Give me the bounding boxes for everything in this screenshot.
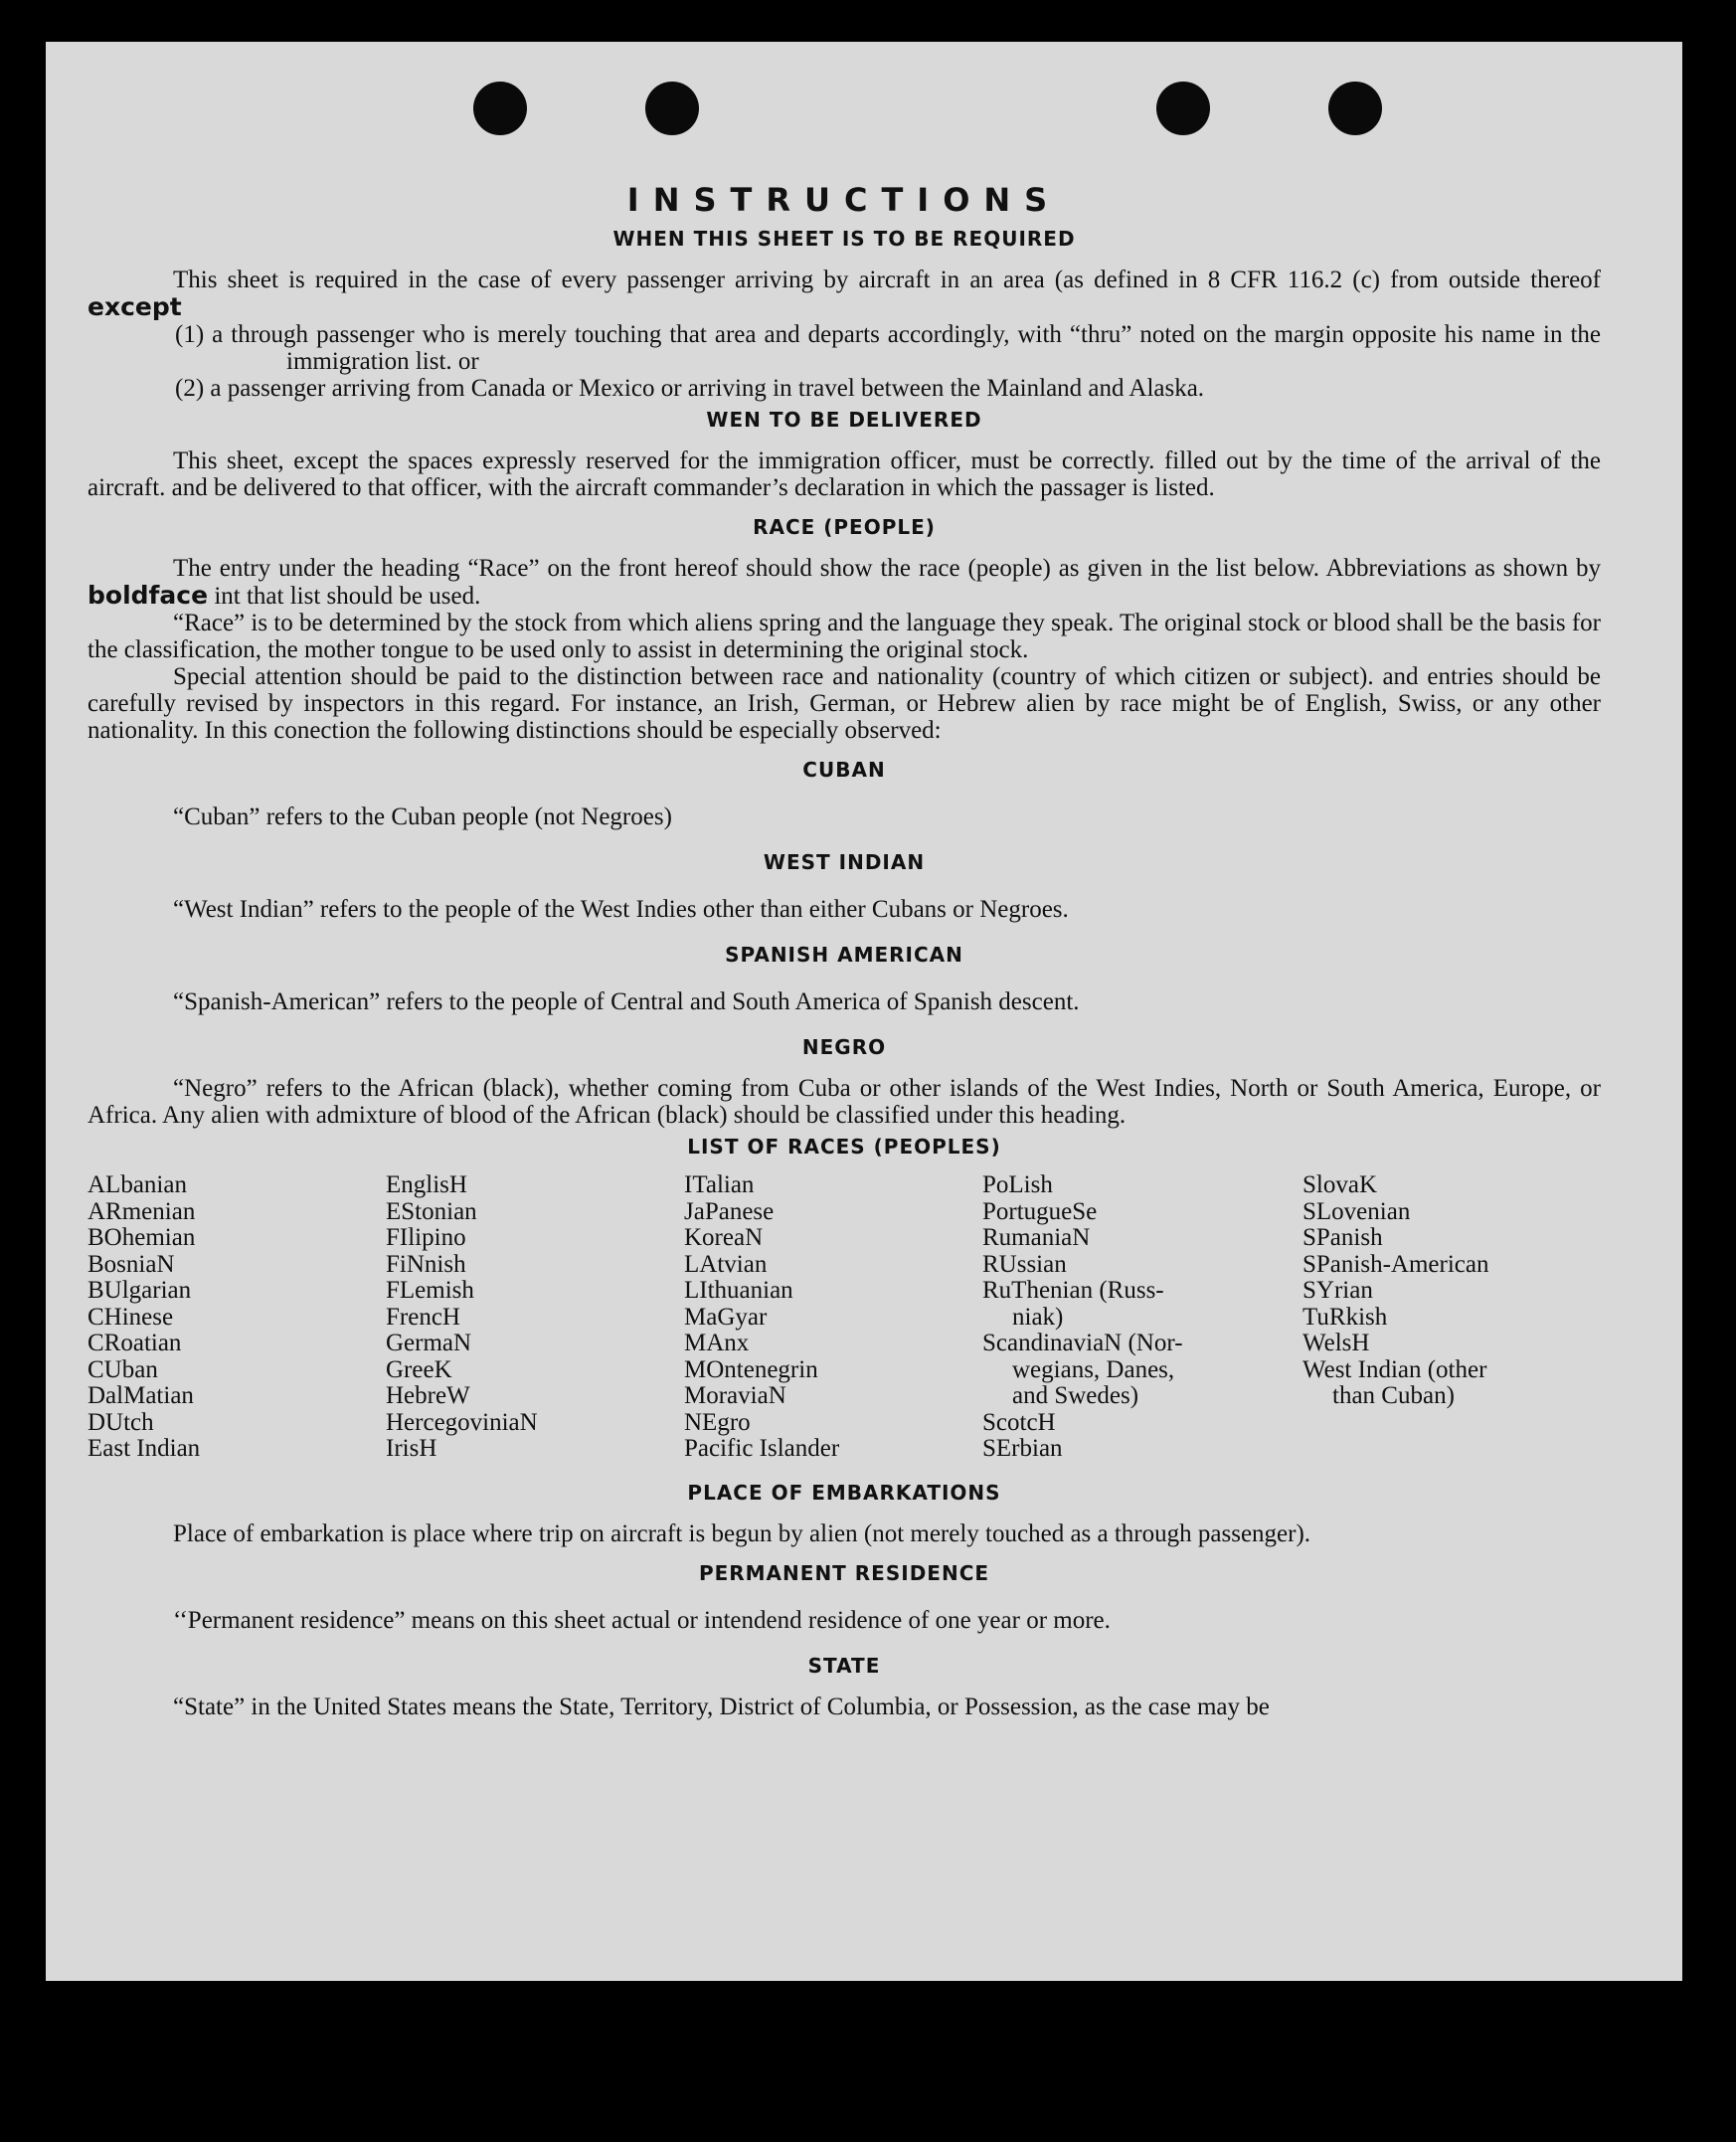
race-item: GreeK — [386, 1355, 452, 1383]
instructions-content — [87, 181, 1601, 1720]
delivered-text: This sheet, except the spaces expressly reserved for the immigration officer, must be correctly. filled out by the time of the arrival of the aircraft. and be delivered to that officer, with the aircraft commander’s declaration in which the passager is listed. — [87, 447, 1601, 501]
race-item: MaGyar — [684, 1303, 768, 1331]
race-item: RuThenian (Russ- — [982, 1277, 1164, 1304]
section-heading-west-indian: WEST INDIAN — [763, 850, 926, 874]
section-heading-delivered: WEN TO BE DELIVERED — [706, 408, 982, 432]
exceptions-list — [87, 321, 1601, 402]
race-item: EStonian — [386, 1197, 477, 1225]
race-paragraph-2: “Race” is to be determined by the stock from which aliens spring and the language they speak. The original stock or blood shall be the basis for the classification, the mother tongue to be used only to assist in determining the original stock. — [87, 610, 1601, 663]
punch-hole — [1328, 82, 1382, 135]
page-title: INSTRUCTIONS — [626, 181, 1062, 219]
boldface-emphasis: boldface — [87, 581, 209, 610]
races-column-3 — [684, 1172, 982, 1463]
race-item: FIlipino — [386, 1224, 466, 1251]
section-heading-state: STATE — [807, 1653, 881, 1678]
races-column-4 — [982, 1172, 1302, 1463]
race-item: ITalian — [684, 1171, 755, 1198]
race-item: DalMatian — [87, 1382, 194, 1409]
punch-hole — [473, 82, 527, 135]
section-heading-residence: PERMANENT RESIDENCE — [698, 1560, 990, 1585]
exception-item: (2) a passenger arriving from Canada or Mexico or arriving in travel between the Mainland and Alaska. — [175, 375, 1205, 402]
races-column-5 — [1302, 1172, 1601, 1463]
race-item: FiNnish — [386, 1250, 466, 1278]
section-heading-list-of-races: LIST OF RACES (PEOPLES) — [687, 1135, 1001, 1159]
except-emphasis: except — [87, 292, 182, 321]
race-item: HebreW — [386, 1382, 470, 1409]
cuban-text: “Cuban” refers to the Cuban people (not Negroes) — [173, 803, 672, 830]
race-item: PoLish — [982, 1171, 1053, 1198]
race-item: IrisH — [386, 1435, 437, 1462]
races-column-2 — [386, 1172, 684, 1463]
state-text: “State” in the United States means the State, Territory, District of Columbia, or Possession, as the case may be — [173, 1693, 1270, 1720]
west-indian-text: “West Indian” refers to the people of the West Indies other than either Cubans or Negroes. — [173, 896, 1069, 923]
race-item: SYrian — [1302, 1277, 1373, 1304]
race-item: SLovenian — [1302, 1197, 1411, 1225]
race-item: LIthuanian — [684, 1277, 793, 1304]
race-paragraph-3: Special attention should be paid to the distinction between race and nationality (country of which citizen or subject). and entries should be carefully revised by inspectors in this regard. For instance, an Irish, German, or Hebrew alien by race might be of English, Swiss, or any other nationality. In this conection the following distinctions should be especially observed: — [87, 663, 1601, 744]
spanish-american-text: “Spanish-American” refers to the people of Central and South America of Spanish descent. — [173, 988, 1080, 1015]
race-item: SErbian — [982, 1435, 1063, 1462]
race-item: MAnx — [684, 1330, 750, 1356]
race-item: WelsH — [1302, 1330, 1370, 1356]
residence-text: ‘‘Permanent residence” means on this sheet actual or intendend residence of one year or more. — [173, 1606, 1111, 1634]
race-item: JaPanese — [684, 1197, 775, 1225]
race-item: Pacific Islander — [684, 1435, 840, 1462]
race-item: ScotcH — [982, 1408, 1056, 1436]
punch-hole — [1156, 82, 1210, 135]
race-item: ALbanian — [87, 1171, 187, 1198]
race-item: FrencH — [386, 1303, 460, 1331]
race-item: MoraviaN — [684, 1382, 786, 1409]
embarkation-text: Place of embarkation is place where trip on aircraft is begun by alien (not merely touched as a through passenger). — [173, 1519, 1311, 1547]
race-item: BosniaN — [87, 1250, 175, 1278]
race-item: RumaniaN — [982, 1224, 1091, 1251]
negro-text: “Negro” refers to the African (black), whether coming from Cuba or other islands of the West Indies, North or South America, Europe, or Africa. Any alien with admixture of blood of the African (black) should be classified under this heading. — [87, 1075, 1601, 1129]
race-item: LAtvian — [684, 1250, 768, 1278]
punch-hole — [645, 82, 699, 135]
race-item: ARmenian — [87, 1197, 196, 1225]
races-column-1 — [87, 1172, 386, 1463]
race-item-continued: wegians, Danes, — [1012, 1355, 1175, 1383]
race-item: East Indian — [87, 1435, 201, 1462]
race-item: SlovaK — [1302, 1171, 1377, 1198]
section-heading-negro: NEGRO — [801, 1035, 887, 1059]
section-heading-race: RACE (PEOPLE) — [753, 515, 936, 539]
race-item: RUssian — [982, 1250, 1067, 1278]
race-item: CUban — [87, 1355, 158, 1383]
race-item: West Indian (other — [1302, 1355, 1487, 1383]
exception-item: (1) a through passenger who is merely touching that area and departs accordingly, with “thru” noted on the margin opposite his name in the immigration list. or — [175, 321, 1601, 375]
race-item-continued: and Swedes) — [1012, 1382, 1139, 1409]
race-item-continued: than Cuban) — [1332, 1382, 1455, 1409]
race-item: SPanish-American — [1302, 1250, 1489, 1278]
race-item: MOntenegrin — [684, 1355, 818, 1383]
race-item: EnglisH — [386, 1171, 467, 1198]
section-heading-embarkation: PLACE OF EMBARKATIONS — [687, 1480, 1001, 1505]
required-intro: This sheet is required in the case of every passenger arriving by aircraft in an area (as defined in 8 CFR 116.2 (c) from outside thereof except — [87, 267, 1601, 321]
race-item: NEgro — [684, 1408, 751, 1436]
race-paragraph-1: The entry under the heading “Race” on the front hereof should show the race (people) as given in the list below. Abbreviations as shown by boldface int that list should be used. — [87, 555, 1601, 610]
race-item: FLemish — [386, 1277, 474, 1304]
race-item: TuRkish — [1302, 1303, 1388, 1331]
document-page — [46, 42, 1682, 1981]
race-item: SPanish — [1302, 1224, 1383, 1251]
race-item: PortugueSe — [982, 1197, 1098, 1225]
race-item: ScandinaviaN (Nor- — [982, 1330, 1183, 1356]
race-item: CHinese — [87, 1303, 174, 1331]
race-item: BUlgarian — [87, 1277, 192, 1304]
section-heading-cuban: CUBAN — [802, 758, 886, 782]
races-list — [87, 1172, 1601, 1463]
race-item: HercegoviniaN — [386, 1408, 538, 1436]
section-heading-required: WHEN THIS SHEET IS TO BE REQUIRED — [612, 227, 1076, 251]
race-item-continued: niak) — [1012, 1303, 1064, 1331]
race-item: KoreaN — [684, 1224, 764, 1251]
section-heading-spanish-american: SPANISH AMERICAN — [725, 943, 963, 967]
race-item: DUtch — [87, 1408, 154, 1436]
race-item: BOhemian — [87, 1224, 196, 1251]
race-item: GermaN — [386, 1330, 472, 1356]
race-item: CRoatian — [87, 1330, 182, 1356]
